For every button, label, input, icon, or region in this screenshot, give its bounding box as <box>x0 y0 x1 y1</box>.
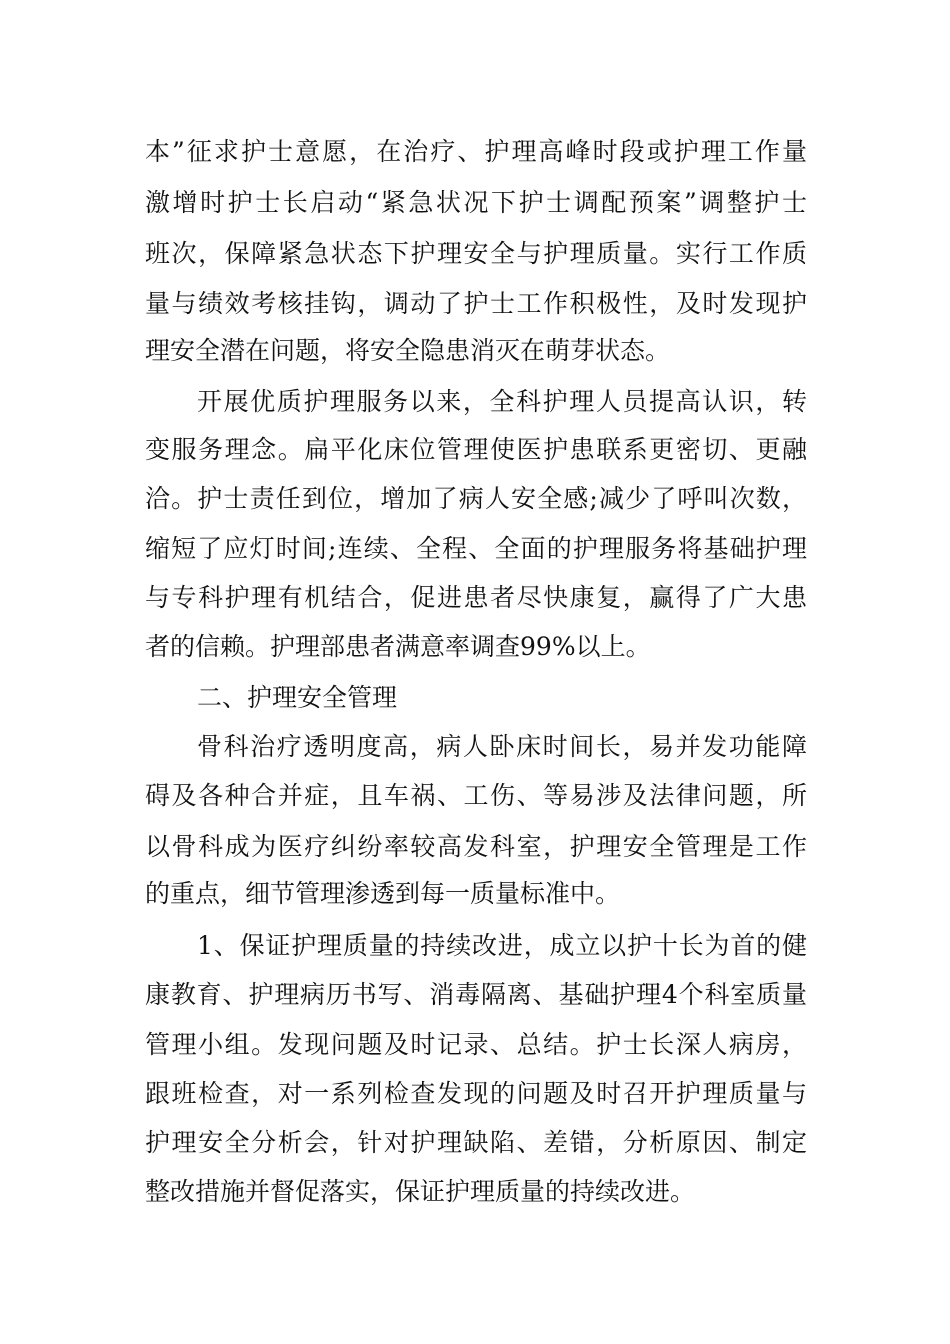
paragraph-line: 护理安全分析会，针对护理缺陷、差错，分析原因、制定 <box>145 1128 807 1157</box>
section-heading: 二、护理安全管理 <box>197 683 398 712</box>
paragraph-line: 管理小组。发现问题及时记录、总结。护士长深人病房， <box>145 1030 807 1059</box>
paragraph-line: 理安全潜在问题，将安全隐患消灭在萌芽状态。 <box>145 336 671 365</box>
paragraph-line: 班次，保障紧急状态下护理安全与护理质量。实行工作质 <box>145 239 807 268</box>
paragraph-line: 整改措施并督促落实，保证护理质量的持续改进。 <box>145 1177 696 1206</box>
paragraph-line: 开展优质护理服务以来，全科护理人员提高认识，转 <box>197 387 807 416</box>
paragraph-line: 缩短了应灯时间;连续、全程、全面的护理服务将基础护理 <box>145 534 807 563</box>
paragraph-line: 康教育、护理病历书写、消毒隔离、基础护理4个科室质量 <box>145 980 807 1009</box>
paragraph-line: 碍及各种合并症，且车祸、工伤、等易涉及法律问题，所 <box>145 781 807 810</box>
paragraph-line: 跟班检查，对一系列检查发现的问题及时召开护理质量与 <box>145 1079 807 1108</box>
paragraph-line: 洽。护士责任到位，增加了病人安全感;减少了呼叫次数， <box>145 484 807 513</box>
paragraph-line: 以骨科成为医疗纠纷率较高发科室，护理安全管理是工作 <box>145 832 807 861</box>
paragraph-line: 者的信赖。护理部患者满意率调查99%以上。 <box>145 632 651 661</box>
paragraph-line: 激增时护士长启动“紧急状况下护士调配预案”调整护士 <box>145 188 807 217</box>
paragraph-line: 量与绩效考核挂钩，调动了护士工作积极性，及时发现护 <box>145 289 807 318</box>
paragraph-line: 1、保证护理质量的持续改进，成立以护十长为首的健 <box>197 931 807 960</box>
paragraph-line: 与专科护理有机结合，促进患者尽快康复，赢得了广大患 <box>145 583 807 612</box>
paragraph-line: 本”征求护士意愿，在治疗、护理高峰时段或护理工作量 <box>145 137 807 166</box>
paragraph-line: 骨科治疗透明度高，病人卧床时间长，易并发功能障 <box>197 732 807 761</box>
paragraph-line: 变服务理念。扁平化床位管理使医护患联系更密切、更融 <box>145 435 807 464</box>
paragraph-line: 的重点，细节管理渗透到每一质量标准中。 <box>145 879 621 908</box>
